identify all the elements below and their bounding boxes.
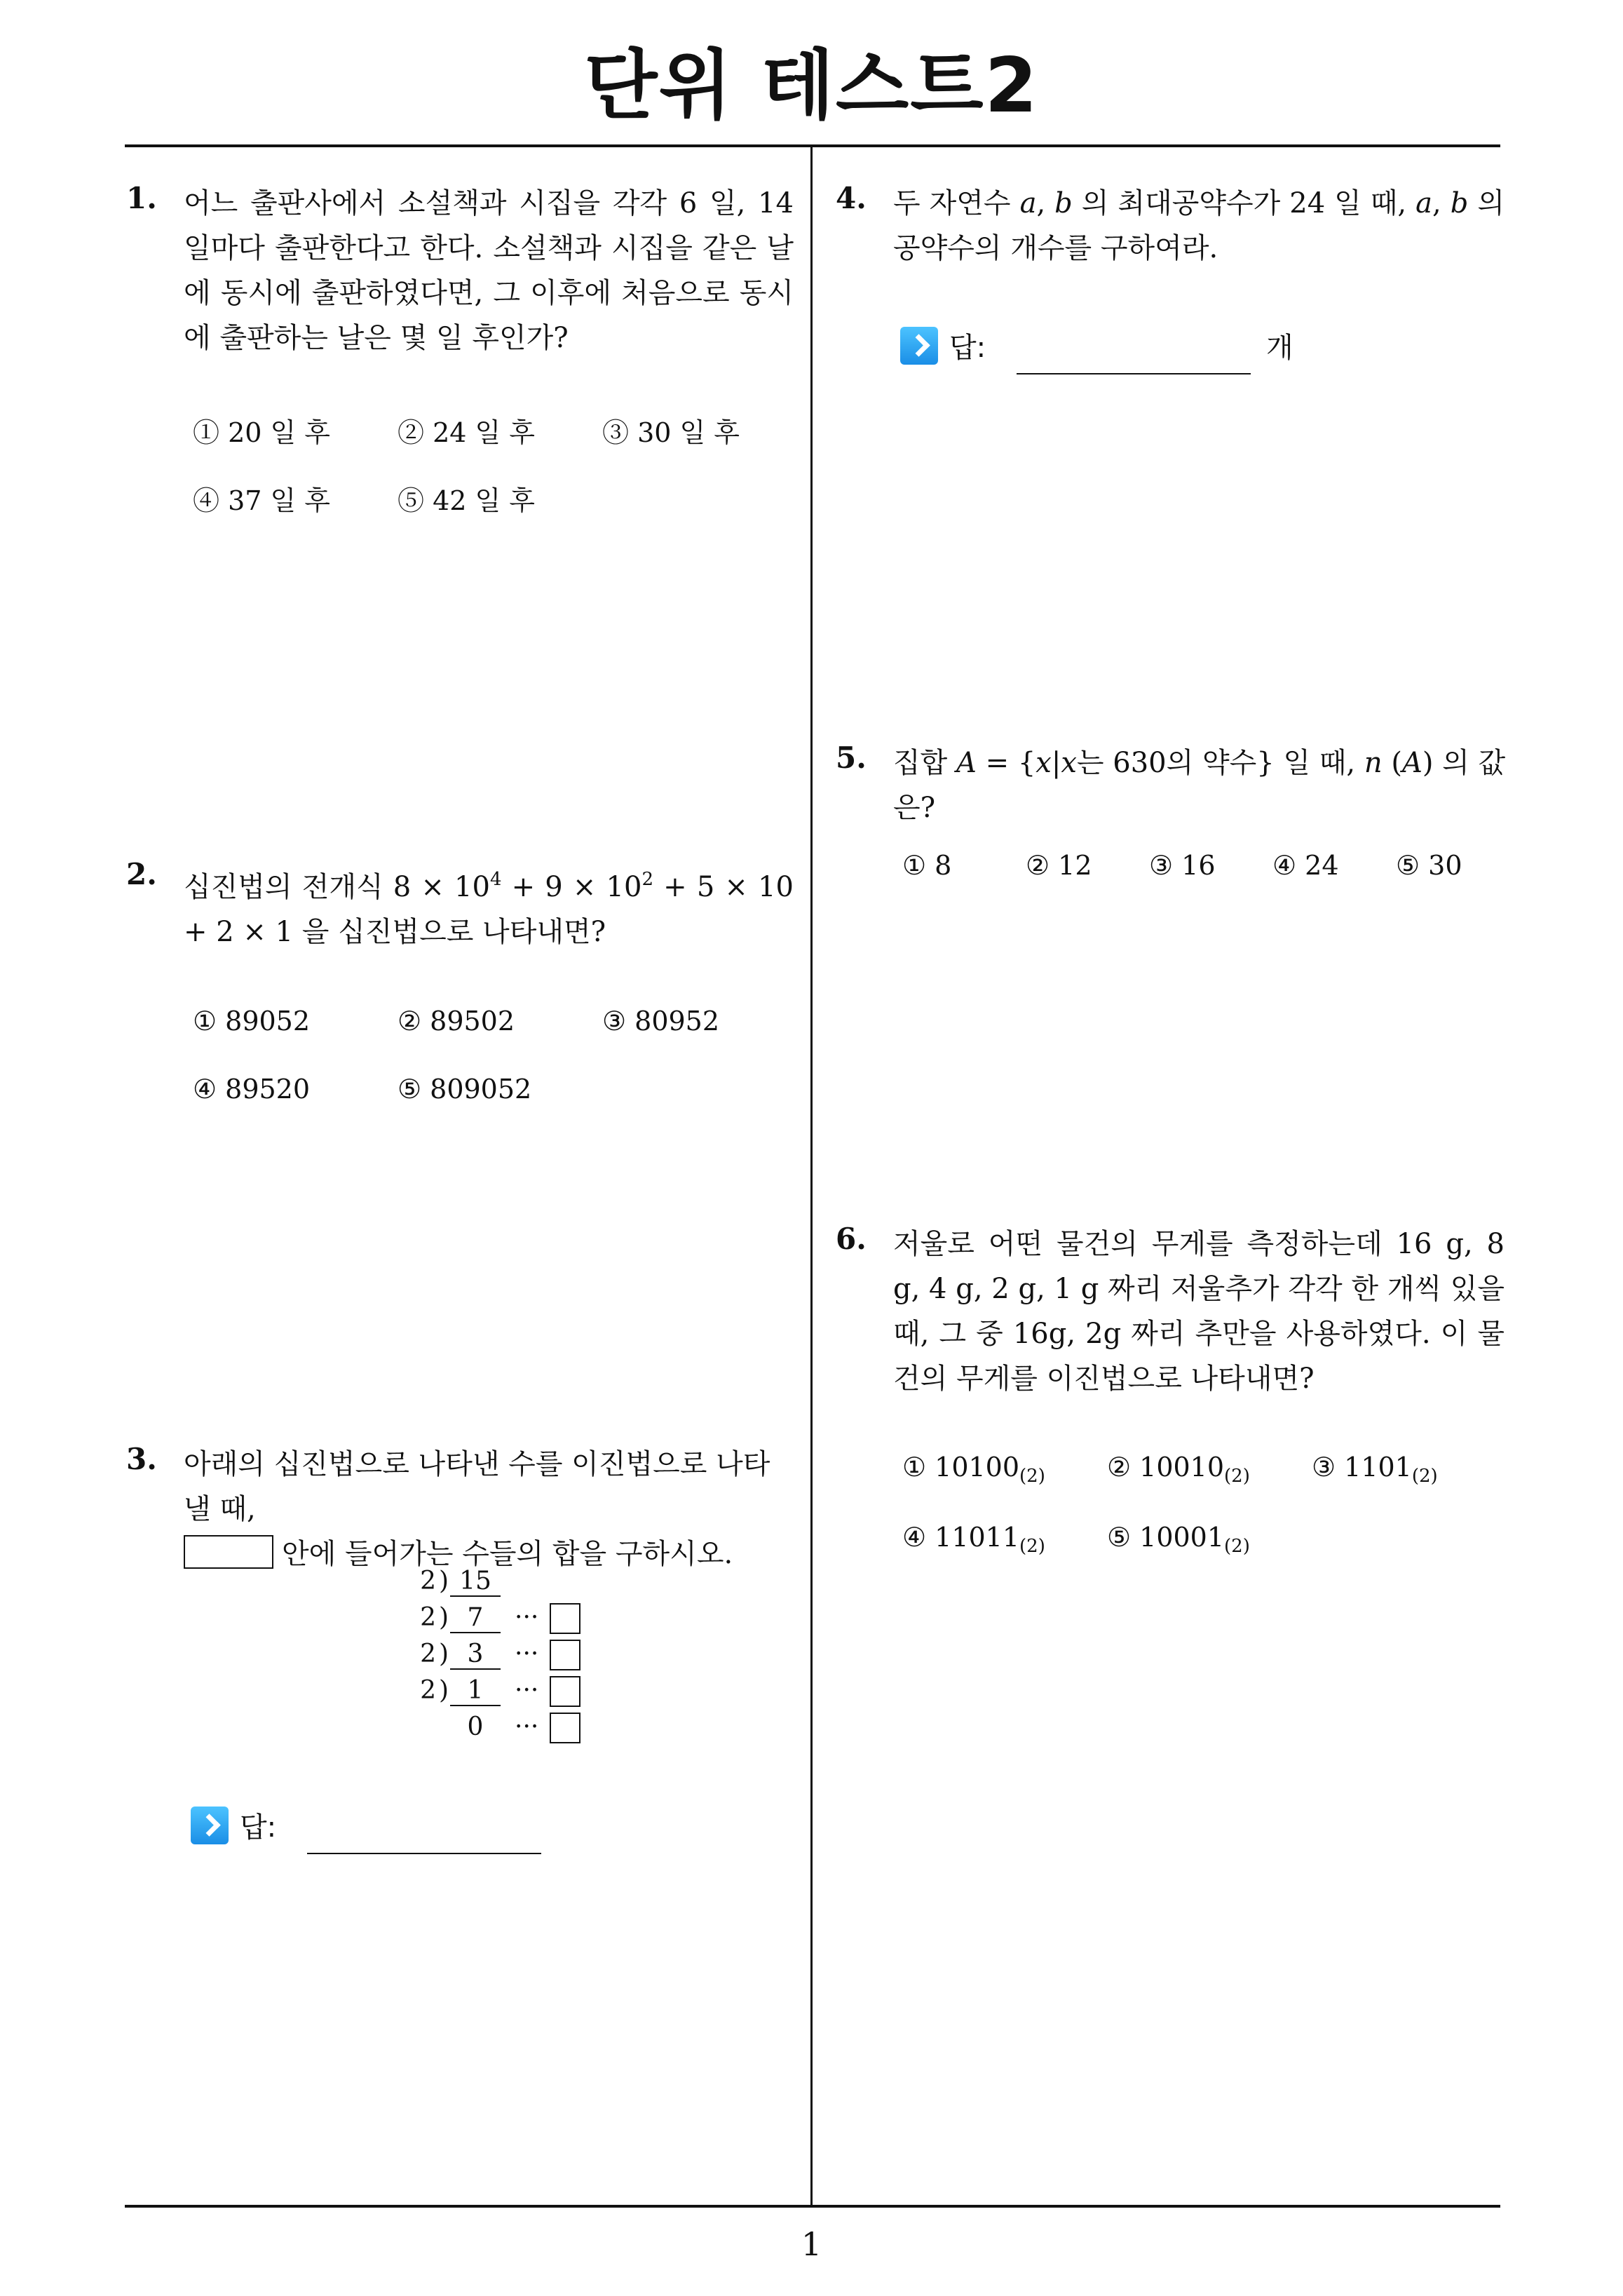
division-bracket: )	[439, 1567, 449, 1595]
answer-blank[interactable]	[307, 1853, 541, 1854]
exponent: 4	[489, 869, 502, 890]
question-text	[893, 181, 1505, 271]
remainder-dots: ···	[515, 1676, 539, 1705]
text-part: + 5 × 10 + 2 × 1 을 십진법으로 나타내면?	[184, 871, 794, 948]
answer-unit: 개	[1266, 332, 1293, 364]
division-row	[415, 1603, 597, 1640]
base-subscript: (2)	[1019, 1536, 1045, 1557]
text-part: + 9 × 10	[501, 871, 642, 903]
choice-1[interactable]	[902, 1452, 1045, 1487]
page-number: 1	[801, 2225, 822, 2263]
answer-blank[interactable]	[1017, 373, 1251, 374]
choice-5[interactable]: ⑤ 42 일 후	[398, 485, 536, 516]
choice-4[interactable]: ④ 37 일 후	[193, 485, 331, 516]
text-part: 두 자연수	[893, 187, 1020, 220]
remainder-box	[550, 1713, 580, 1743]
choice-5[interactable]	[1107, 1522, 1250, 1557]
question-text	[893, 741, 1510, 830]
answer-area	[191, 1801, 681, 1850]
quotient: 7	[450, 1603, 501, 1633]
division-bracket: )	[439, 1676, 449, 1705]
division-row	[415, 1713, 597, 1749]
remainder-dots: ···	[515, 1713, 539, 1741]
choice-3[interactable]: ③ 16	[1149, 850, 1216, 881]
arrow-right-icon	[900, 327, 938, 365]
function-n: n	[1364, 747, 1383, 779]
text-part: 집합	[893, 747, 956, 779]
quotient: 3	[450, 1640, 501, 1670]
question-2	[126, 857, 799, 1166]
question-number: 2.	[126, 857, 157, 891]
choice-4[interactable]: ④ 24	[1272, 850, 1339, 881]
choice-3[interactable]: ③ 30 일 후	[602, 417, 740, 448]
variable-b: b	[1054, 187, 1073, 220]
question-1	[126, 181, 799, 546]
choice-2[interactable]	[1107, 1452, 1250, 1487]
question-6	[836, 1222, 1516, 1586]
question-text	[184, 1442, 794, 1576]
division-diagram	[415, 1567, 597, 1755]
question-4	[836, 181, 1516, 391]
question-number: 4.	[836, 181, 867, 215]
choice-1[interactable]: ① 20 일 후	[193, 417, 331, 448]
quotient: 1	[450, 1676, 501, 1706]
choice-2[interactable]: ② 12	[1026, 850, 1092, 881]
choice-2[interactable]: ② 24 일 후	[398, 417, 536, 448]
variable-a: a	[1019, 187, 1037, 220]
remainder-dots: ···	[515, 1603, 539, 1632]
choice-label: ⑤ 10001	[1107, 1522, 1225, 1553]
dividend: 15	[450, 1567, 501, 1597]
question-text: 어느 출판사에서 소설책과 시집을 각각 6 일, 14 일마다 출판한다고 한다. 소설책과 시집을 같은 날에 동시에 출판하였다면, 그 이후에 처음으로 동시에 출판하는 날은 몇 일 후인가?	[184, 187, 794, 354]
choice-label: ③ 1101	[1312, 1452, 1412, 1483]
choice-label: ② 10010	[1107, 1452, 1225, 1483]
choice-5[interactable]: ⑤ 809052	[398, 1074, 532, 1105]
division-row	[415, 1676, 597, 1713]
remainder-dots: ···	[515, 1640, 539, 1668]
remainder-box	[550, 1640, 580, 1670]
divisor: 2	[420, 1567, 436, 1595]
answer-label: 답:	[240, 1811, 277, 1844]
division-row	[415, 1567, 597, 1603]
question-text-part: 안에 들어가는 수들의 합을 구하시오.	[282, 1538, 733, 1570]
remainder-box	[550, 1603, 580, 1634]
question-text: 저울로 어떤 물건의 무게를 측정하는데 16 g, 8 g, 4 g, 2 g, 1 g 짜리 저울추가 각각 한 개씩 있을 때, 그 중 16g, 2g 짜리 추만을 사용하였다. 이 물건의 무게를 이진법으로 나타내면?	[893, 1228, 1505, 1395]
variable-x: x	[1061, 747, 1077, 779]
choice-4[interactable]: ④ 89520	[193, 1074, 311, 1105]
choice-5[interactable]: ⑤ 30	[1396, 850, 1462, 881]
question-number: 1.	[126, 181, 157, 215]
text-part: ,	[1036, 187, 1055, 220]
text-part: |	[1051, 747, 1061, 779]
divisor: 2	[420, 1603, 436, 1632]
text-part: = {	[976, 747, 1036, 779]
choice-2[interactable]: ② 89502	[398, 1006, 515, 1036]
arrow-right-icon	[191, 1807, 229, 1844]
choice-list	[902, 850, 1512, 892]
text-part: (	[1382, 747, 1402, 779]
choice-1[interactable]: ① 8	[902, 850, 952, 881]
division-bracket: )	[439, 1640, 449, 1668]
text-part: 의 공약수의 개수를 구하여라.	[893, 187, 1505, 264]
variable-b: b	[1450, 187, 1469, 220]
text-part: ) 의 값은?	[893, 747, 1506, 824]
question-5	[836, 741, 1516, 909]
choice-list	[193, 1006, 796, 1111]
question-3	[126, 1442, 799, 1884]
choice-3[interactable]	[1312, 1452, 1438, 1487]
remainder-box	[550, 1676, 580, 1707]
divisor: 2	[420, 1640, 436, 1668]
answer-label: 답:	[949, 332, 986, 364]
choice-4[interactable]	[902, 1522, 1045, 1557]
text-part: 는 630의 약수} 일 때,	[1076, 747, 1364, 779]
choice-3[interactable]: ③ 80952	[602, 1006, 720, 1036]
base-subscript: (2)	[1224, 1466, 1250, 1487]
text-part: 의 최대공약수가 24 일 때,	[1072, 187, 1416, 220]
choice-label: ① 10100	[902, 1452, 1020, 1483]
choice-list	[193, 411, 796, 516]
variable-x: x	[1035, 747, 1052, 779]
text-part: 십진법의 전개식 8 × 10	[184, 871, 490, 903]
exponent: 2	[641, 869, 654, 890]
final-quotient: 0	[467, 1713, 484, 1741]
answer-area	[900, 321, 1391, 370]
blank-box	[184, 1535, 273, 1569]
division-bracket: )	[439, 1603, 449, 1632]
base-subscript: (2)	[1019, 1466, 1045, 1487]
base-subscript: (2)	[1411, 1466, 1438, 1487]
top-rule	[125, 144, 1500, 147]
set-a: A	[1401, 747, 1422, 779]
question-number: 3.	[126, 1442, 157, 1476]
question-number: 5.	[836, 741, 867, 775]
divisor: 2	[420, 1676, 436, 1705]
question-number: 6.	[836, 1222, 867, 1256]
column-divider	[810, 146, 813, 2206]
choice-1[interactable]: ① 89052	[193, 1006, 311, 1036]
question-text-line: 아래의 십진법으로 나타낸 수를 이진법으로 나타낼 때,	[184, 1448, 770, 1525]
bottom-rule	[125, 2205, 1500, 2208]
division-row	[415, 1640, 597, 1676]
base-subscript: (2)	[1224, 1536, 1250, 1557]
variable-a: a	[1415, 187, 1433, 220]
text-part: ,	[1432, 187, 1451, 220]
set-a: A	[956, 747, 977, 779]
page-title: 단위 테스트2	[584, 42, 1039, 130]
question-text	[184, 857, 794, 954]
choice-label: ④ 11011	[902, 1522, 1020, 1553]
choice-list	[902, 1452, 1512, 1564]
